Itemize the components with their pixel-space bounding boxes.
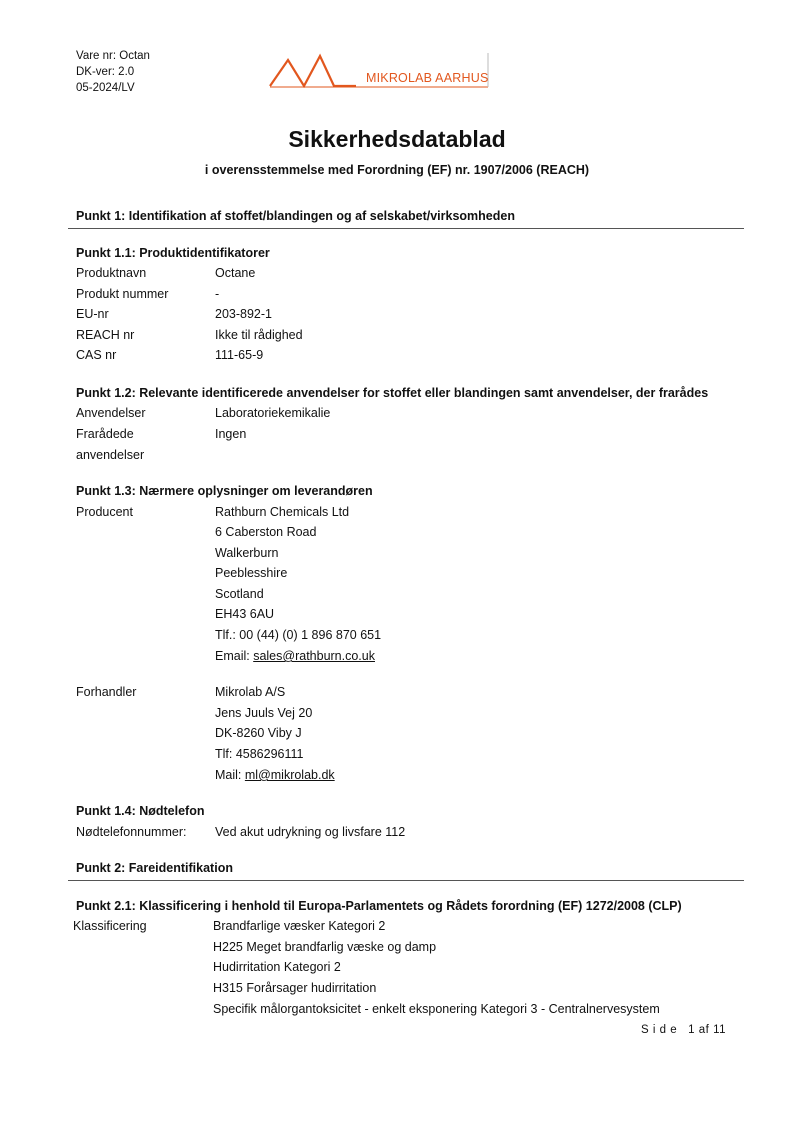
uses-value: Laboratoriekemikalie (215, 406, 331, 420)
product-number-label: Produkt nummer (76, 287, 169, 301)
section-1-3-heading: Punkt 1.3: Nærmere oplysninger om leverandøren (76, 484, 373, 498)
dealer-email-row (215, 768, 335, 782)
section-2-1-heading: Punkt 2.1: Klassificering i henhold til Europa-Parlamentets og Rådets forordning (EF) 1272/2008 (CLP) (76, 899, 682, 913)
classification-line: H225 Meget brandfarlig væske og damp (213, 940, 437, 954)
dealer-email-link[interactable]: ml@mikrolab.dk (244, 768, 335, 782)
advised-against-label-line1: Frarådede (76, 427, 134, 441)
advised-against-value: Ingen (215, 427, 247, 441)
emergency-phone-value: Ved akut udrykning og livsfare 112 (215, 825, 406, 839)
classification-line: Specifik målorgantoksicitet - enkelt eksponering Kategori 3 - Centralnervesystem (213, 1002, 660, 1016)
cas-number-value: 111-65-9 (215, 348, 264, 362)
classification-line: H315 Forårsager hudirritation (213, 981, 377, 995)
document-meta (76, 48, 150, 96)
classification-line: Hudirritation Kategori 2 (213, 960, 341, 974)
producer-address-line: Peeblesshire (215, 566, 288, 580)
advised-against-label-line2: anvendelser (76, 448, 145, 462)
dealer-phone: Tlf: 4586296111 (215, 747, 304, 761)
section-1-1-heading: Punkt 1.1: Produktidentifikatorer (76, 246, 270, 260)
dealer-address-line: Jens Juuls Vej 20 (215, 706, 313, 720)
product-name-value: Octane (215, 266, 256, 280)
version: DK-ver: 2.0 (76, 66, 135, 78)
section-1-divider (68, 228, 744, 229)
section-1-heading: Punkt 1: Identifikation af stoffet/blandingen og af selskabet/virksomheden (76, 209, 515, 223)
reach-number-value: Ikke til rådighed (215, 328, 303, 342)
producer-postcode: EH43 6AU (215, 607, 275, 621)
classification-label: Klassificering (73, 919, 147, 933)
dealer-label: Forhandler (76, 685, 137, 699)
document-title: Sikkerhedsdatablad (288, 126, 506, 152)
emergency-phone-label: Nødtelefonnummer: (76, 825, 187, 839)
cas-number-label: CAS nr (76, 348, 117, 362)
eu-number-value: 203-892-1 (215, 307, 272, 321)
revision-date: 05-2024/LV (76, 82, 135, 94)
logo-text: MIKROLAB AARHUS (366, 71, 489, 85)
producer-name: Rathburn Chemicals Ltd (215, 505, 350, 519)
document-subtitle: i overensstemmelse med Forordning (EF) nr. 1907/2006 (REACH) (204, 163, 590, 177)
item-number: Vare nr: Octan (76, 50, 150, 62)
section-2-heading: Punkt 2: Fareidentifikation (76, 861, 233, 875)
classification-line: Brandfarlige væsker Kategori 2 (213, 919, 386, 933)
dealer-email-prefix: Mail: (215, 768, 245, 782)
section-1-2-heading: Punkt 1.2: Relevante identificerede anvendelser for stoffet eller blandingen samt anvendelser, der frarådes (76, 386, 709, 400)
producer-email-link[interactable]: sales@rathburn.co.uk (253, 649, 375, 663)
producer-address-line: 6 Caberston Road (215, 525, 317, 539)
producer-email-prefix: Email: (215, 649, 254, 663)
producer-address-line: Scotland (215, 587, 264, 601)
section-1-4-heading: Punkt 1.4: Nødtelefon (76, 804, 205, 818)
producer-address-line: Walkerburn (215, 546, 279, 560)
page-number: S i d e 1 af 11 (641, 1024, 727, 1036)
producer-label: Producent (76, 505, 133, 519)
company-logo (268, 52, 490, 88)
product-name-label: Produktnavn (76, 266, 147, 280)
eu-number-label: EU-nr (76, 307, 109, 321)
producer-email-row (215, 649, 375, 663)
producer-phone: Tlf.: 00 (44) (0) 1 896 870 651 (215, 628, 382, 642)
dealer-address-line: DK-8260 Viby J (215, 726, 302, 740)
dealer-name: Mikrolab A/S (215, 685, 286, 699)
uses-label: Anvendelser (76, 406, 146, 420)
reach-number-label: REACH nr (76, 328, 135, 342)
product-number-value: - (215, 287, 220, 301)
section-2-divider (68, 880, 744, 881)
